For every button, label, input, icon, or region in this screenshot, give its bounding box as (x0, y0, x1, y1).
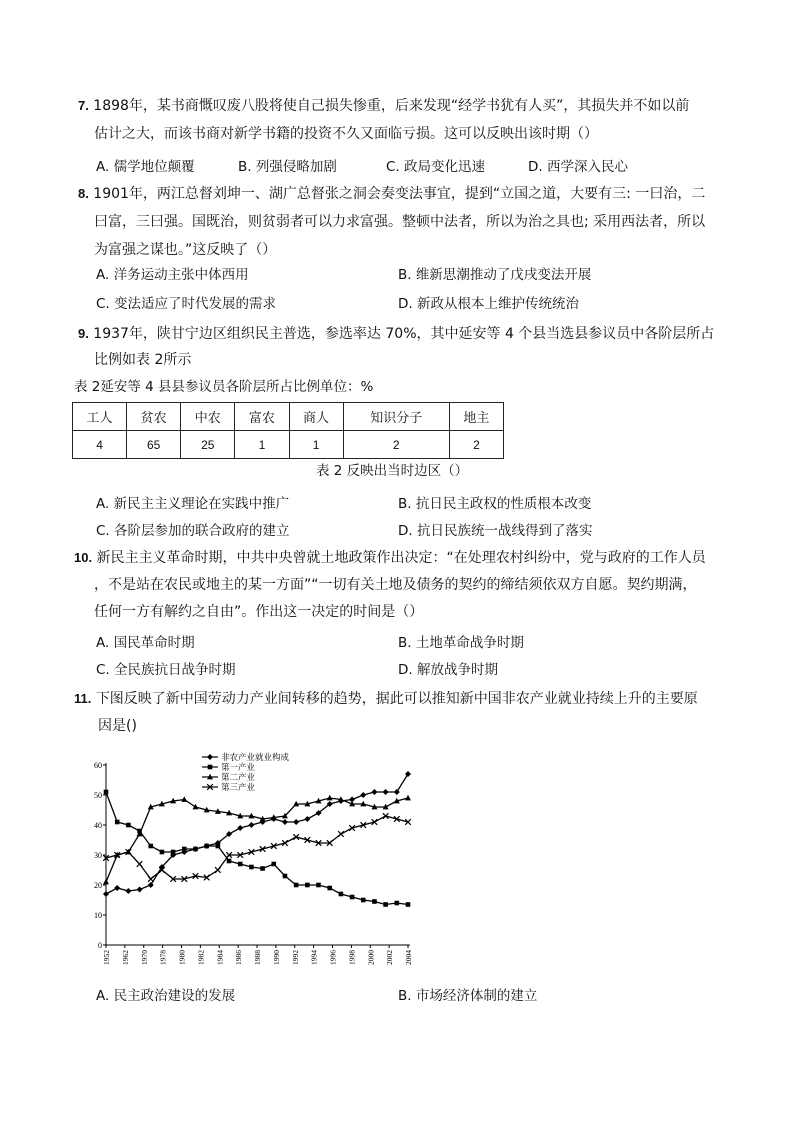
q9-line2: 比例如表 2所示 (94, 352, 192, 368)
q11-number: 11. (74, 691, 92, 706)
x-tick-label: 1970 (139, 950, 149, 965)
q9-stem: 表 2 反映出当时边区（） (316, 463, 469, 479)
table-header-cell: 中农 (181, 403, 235, 431)
series-1-point (248, 822, 254, 828)
table-header-cell: 知识分子 (343, 403, 449, 431)
q8-option-c[interactable]: C. 变法适应了时代发展的需求 (96, 296, 277, 312)
table-header-cell: 贫农 (127, 403, 181, 431)
series-2-point (316, 883, 321, 888)
q7-option-c[interactable]: C. 政局变化迅速 (386, 159, 486, 175)
x-tick-label: 1992 (290, 950, 300, 965)
series-1-point (293, 819, 299, 825)
q8-text-line1: 1901年，两江总督刘坤一、湖广总督张之洞会奏变法事宜，提到“立国之道，大要有三: 一曰治，二 (93, 186, 706, 202)
x-tick-label: 1988 (253, 950, 262, 965)
series-2-point (115, 820, 120, 825)
q7-text-line1: 1898年，某书商慨叹废八股将使自己损失惨重，后来发现“经学书犹有人买”，其损失并不如以前 (93, 98, 690, 114)
q9-option-a[interactable]: A. 新民主主义理论在实践中推广 (96, 496, 290, 512)
q9-table (72, 402, 504, 459)
series-2-point (305, 883, 310, 888)
series-1-point (360, 792, 366, 798)
y-tick-label: 30 (94, 851, 102, 860)
series-4-point (148, 876, 154, 882)
series-2-point (350, 895, 355, 900)
table-value-cell: 1 (235, 431, 289, 459)
series-2-point (395, 901, 400, 906)
q10-option-d[interactable]: D. 解放战争时期 (398, 662, 498, 678)
series-3-point (181, 796, 187, 802)
series-2-point (271, 862, 276, 867)
x-tick-label: 1984 (215, 950, 225, 965)
series-2-point (216, 844, 221, 849)
series-1-point (383, 789, 389, 795)
q11-line1 (74, 685, 698, 713)
q9-table-header-row (73, 403, 504, 431)
series-2-point (148, 844, 153, 849)
q10-text-line1: 新民主主义革命时期，中共中央曾就土地政策作出决定：“在处理农村纠纷中，党与政府的工作人员 (96, 550, 706, 566)
q10-number: 10. (74, 550, 93, 565)
y-tick-label: 20 (94, 881, 102, 890)
table-value-cell: 2 (343, 431, 449, 459)
q8-line3: 为富强之谋也。”这反映了（） (94, 242, 277, 258)
x-tick-label: 2002 (385, 950, 395, 965)
series-1-point (405, 771, 411, 777)
series-2-point (193, 847, 198, 852)
q9-text-line1: 1937年，陕甘宁边区组织民主普选，参选率达 70%，其中延安等 4 个县当选县参议员中各阶层所占 (93, 326, 715, 342)
series-2-point (182, 847, 187, 852)
q11-line2: 因是() (98, 718, 137, 734)
table-header-cell: 地主 (449, 403, 503, 431)
x-tick-label: 1986 (234, 950, 244, 965)
legend-marker (208, 765, 213, 770)
q10-option-b[interactable]: B. 土地革命战争时期 (398, 635, 524, 651)
y-tick-label: 50 (94, 791, 102, 800)
legend-label: 第三产业 (221, 782, 256, 792)
q7-number: 7. (78, 98, 89, 113)
q10-line1 (74, 544, 706, 572)
series-3-point (103, 879, 109, 885)
series-2-point (406, 902, 411, 907)
table-header-cell: 商人 (289, 403, 343, 431)
x-tick-label: 1982 (196, 950, 206, 965)
series-1-point (282, 819, 288, 825)
table-value-cell: 25 (181, 431, 235, 459)
q10-line2: ，不是站在农民或地主的某一方面”“一切有关土地及债务的契约的缔结须依双方自愿。契约期满， (94, 577, 697, 593)
table-value-cell: 4 (73, 431, 127, 459)
q8-line1 (78, 180, 705, 208)
x-tick-label: 2004 (404, 950, 413, 965)
series-3-point (192, 804, 198, 810)
series-2-point (327, 886, 332, 891)
series-4-point (338, 831, 344, 837)
q10-option-c[interactable]: C. 全民族抗日战争时期 (96, 662, 236, 678)
q8-option-a[interactable]: A. 洋务运动主张中体西用 (96, 267, 249, 283)
q8-number: 8. (78, 186, 89, 201)
y-tick-label: 60 (94, 761, 102, 770)
y-tick-label: 40 (94, 821, 102, 830)
legend-marker (207, 754, 213, 760)
q9-option-b[interactable]: B. 抗日民主政权的性质根本改变 (398, 496, 592, 512)
series-2-point (294, 883, 299, 888)
q9-table-value-row (73, 431, 504, 459)
y-tick-label: 10 (94, 911, 102, 920)
series-1-point (371, 789, 377, 795)
series-2-point (227, 859, 232, 864)
series-2-point (372, 899, 377, 904)
table-value-cell: 2 (449, 431, 503, 459)
x-tick-label: 1994 (309, 950, 319, 965)
employment-trend-chart (90, 745, 420, 985)
q9-number: 9. (78, 326, 89, 341)
series-3-point (327, 795, 333, 801)
series-2-point (204, 844, 209, 849)
series-1-point (137, 887, 143, 893)
legend-label: 第一产业 (221, 762, 256, 772)
series-2-point (361, 898, 366, 903)
series-line-1 (106, 774, 408, 894)
series-4-point (215, 867, 221, 873)
q11-option-b[interactable]: B. 市场经济体制的建立 (398, 988, 538, 1004)
series-1-point (114, 885, 120, 891)
x-tick-label: 1990 (271, 950, 281, 965)
series-2-point (104, 790, 109, 795)
series-4-point (137, 861, 143, 867)
q7-option-a[interactable]: A. 儒学地位颠覆 (96, 159, 195, 175)
series-1-point (148, 882, 154, 888)
series-line-3 (106, 798, 408, 882)
table-header-cell: 工人 (73, 403, 127, 431)
x-tick-label: 1962 (120, 950, 130, 965)
table-value-cell: 1 (289, 431, 343, 459)
q7-option-b[interactable]: B. 列强侵略加剧 (238, 159, 337, 175)
series-3-point (405, 795, 411, 801)
series-2-point (249, 865, 254, 870)
series-1-point (304, 816, 310, 822)
series-2-point (126, 823, 131, 828)
x-tick-label: 1978 (158, 950, 168, 965)
series-2-point (171, 850, 176, 855)
q8-option-b[interactable]: B. 维新思潮推动了戊戌变法开展 (398, 267, 592, 283)
table-value-cell: 65 (127, 431, 181, 459)
q9-table-caption: 表 2延安等 4 县县参议员各阶层所占比例单位：% (74, 379, 374, 395)
q9-option-c[interactable]: C. 各阶层参加的联合政府的建立 (96, 523, 290, 539)
y-tick-label: 0 (98, 941, 102, 950)
table-header-cell: 富农 (235, 403, 289, 431)
q8-option-d[interactable]: D. 新政从根本上维护传统统治 (398, 296, 579, 312)
q10-option-a[interactable]: A. 国民革命时期 (96, 635, 195, 651)
x-tick-label: 1998 (347, 950, 357, 965)
q7-line1 (78, 92, 689, 120)
q9-option-d[interactable]: D. 抗日民族统一战线得到了落实 (398, 523, 593, 539)
series-1-point (125, 888, 131, 894)
x-tick-label: 1980 (177, 950, 187, 965)
series-2-point (283, 874, 288, 879)
legend-label: 非农产业就业构成 (221, 752, 290, 762)
legend-label: 第二产业 (221, 772, 256, 782)
series-1-point (394, 789, 400, 795)
x-tick-label: 1996 (328, 950, 338, 965)
x-tick-label: 2000 (366, 950, 376, 965)
q11-text-line1: 下图反映了新中国劳动力产业间转移的趋势，据此可以推知新中国非农产业就业持续上升的主要原 (95, 691, 698, 707)
q7-option-d[interactable]: D. 西学深入民心 (528, 159, 628, 175)
q8-line2: 曰富，三曰强。国既治，则贫弱者可以力求富强。整顿中法者，所以为治之具也; 采用西法者，所以 (94, 214, 706, 230)
q10-line3: 任何一方有解约之自由”。作出这一决定的时间是（） (94, 604, 424, 620)
series-2-point (339, 892, 344, 897)
q7-line2: 估计之大，而该书商对新学书籍的投资不久又面临亏损。这可以反映出该时期（） (94, 126, 598, 142)
x-tick-label: 1952 (102, 950, 111, 965)
series-1-point (237, 825, 243, 831)
q9-line1 (78, 320, 714, 348)
q11-option-a[interactable]: A. 民主政治建设的发展 (96, 988, 236, 1004)
series-1-point (103, 891, 109, 897)
series-2-point (238, 862, 243, 867)
series-2-point (260, 866, 265, 871)
series-2-point (160, 850, 165, 855)
series-2-point (383, 902, 388, 907)
